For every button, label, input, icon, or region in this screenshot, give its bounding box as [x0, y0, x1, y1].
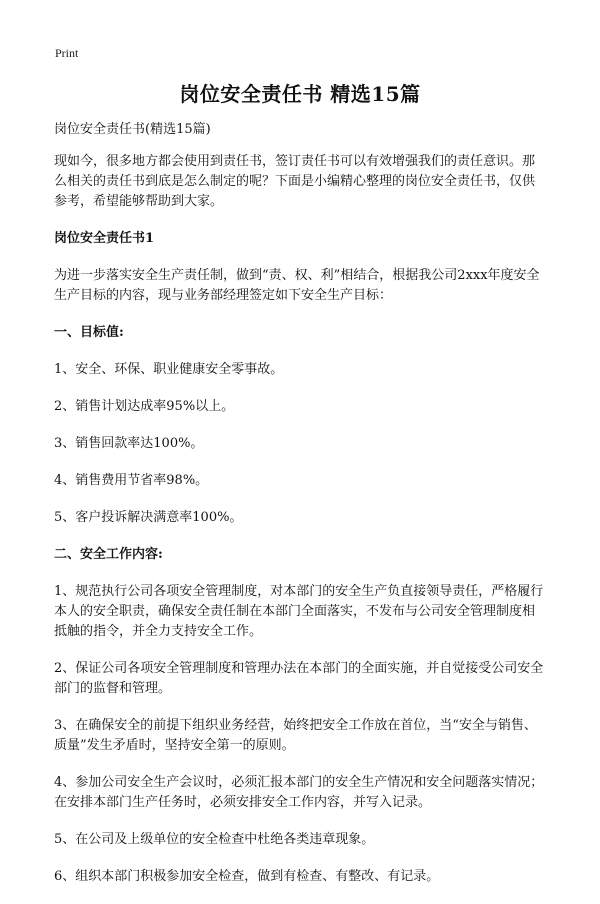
work-item: 1、规范执行公司各项安全管理制度，对本部门的安全生产负直接领导责任，严格履行本人的安全职责，确保安全责任制在本部门全面落实，不发布与公司安全管理制度相抵触的指令，并全力支持安全工作。	[54, 584, 544, 639]
document-body	[54, 120, 546, 904]
print-link[interactable]: Print	[55, 46, 79, 60]
work-heading: 二、安全工作内容:	[54, 547, 163, 562]
goal-item: 1、安全、环保、职业健康安全零事故。	[54, 362, 284, 377]
work-item: 4、参加公司安全生产会议时，必须汇报本部门的安全生产情况和安全问题落实情况；在安排本部门生产任务时，必须安排安全工作内容，并写入记录。	[54, 775, 544, 810]
intro-paragraph: 现如今，很多地方都会使用到责任书，签订责任书可以有效增强我们的责任意识。那么相关的责任书到底是怎么制定的呢？下面是小编精心整理的岗位安全责任书，仅供参考，希望能够帮助到大家。	[54, 154, 536, 209]
goal-item: 3、销售回款率达100%。	[54, 436, 204, 451]
goal-item: 2、销售计划达成率95%以上。	[54, 399, 235, 414]
work-item: 2、保证公司各项安全管理制度和管理办法在本部门的全面实施，并自觉接受公司安全部门的监督和管理。	[54, 661, 544, 696]
goal-item: 4、销售费用节省率98%。	[54, 473, 209, 488]
work-item: 6、组织本部门积极参加安全检查，做到有检查、有整改、有记录。	[54, 869, 440, 884]
goals-heading: 一、目标值:	[54, 325, 124, 340]
section-title: 岗位安全责任书1	[54, 231, 155, 246]
page-title: 岗位安全责任书 精选15篇	[179, 82, 421, 106]
section-intro: 为进一步落实安全生产责任制，做到“责、权、利”相结合，根据我公司2xxx年度安全生产目标的内容，现与业务部经理签定如下安全生产目标：	[54, 268, 540, 303]
goal-item: 5、客户投诉解决满意率100%。	[54, 510, 243, 525]
work-item: 3、在确保安全的前提下组织业务经营，始终把安全工作放在首位，当“安全与销售、质量”发生矛盾时，坚持安全第一的原则。	[54, 718, 537, 753]
document-subtitle: 岗位安全责任书(精选15篇)	[54, 122, 211, 137]
work-item: 5、在公司及上级单位的安全检查中杜绝各类违章现象。	[54, 832, 375, 847]
